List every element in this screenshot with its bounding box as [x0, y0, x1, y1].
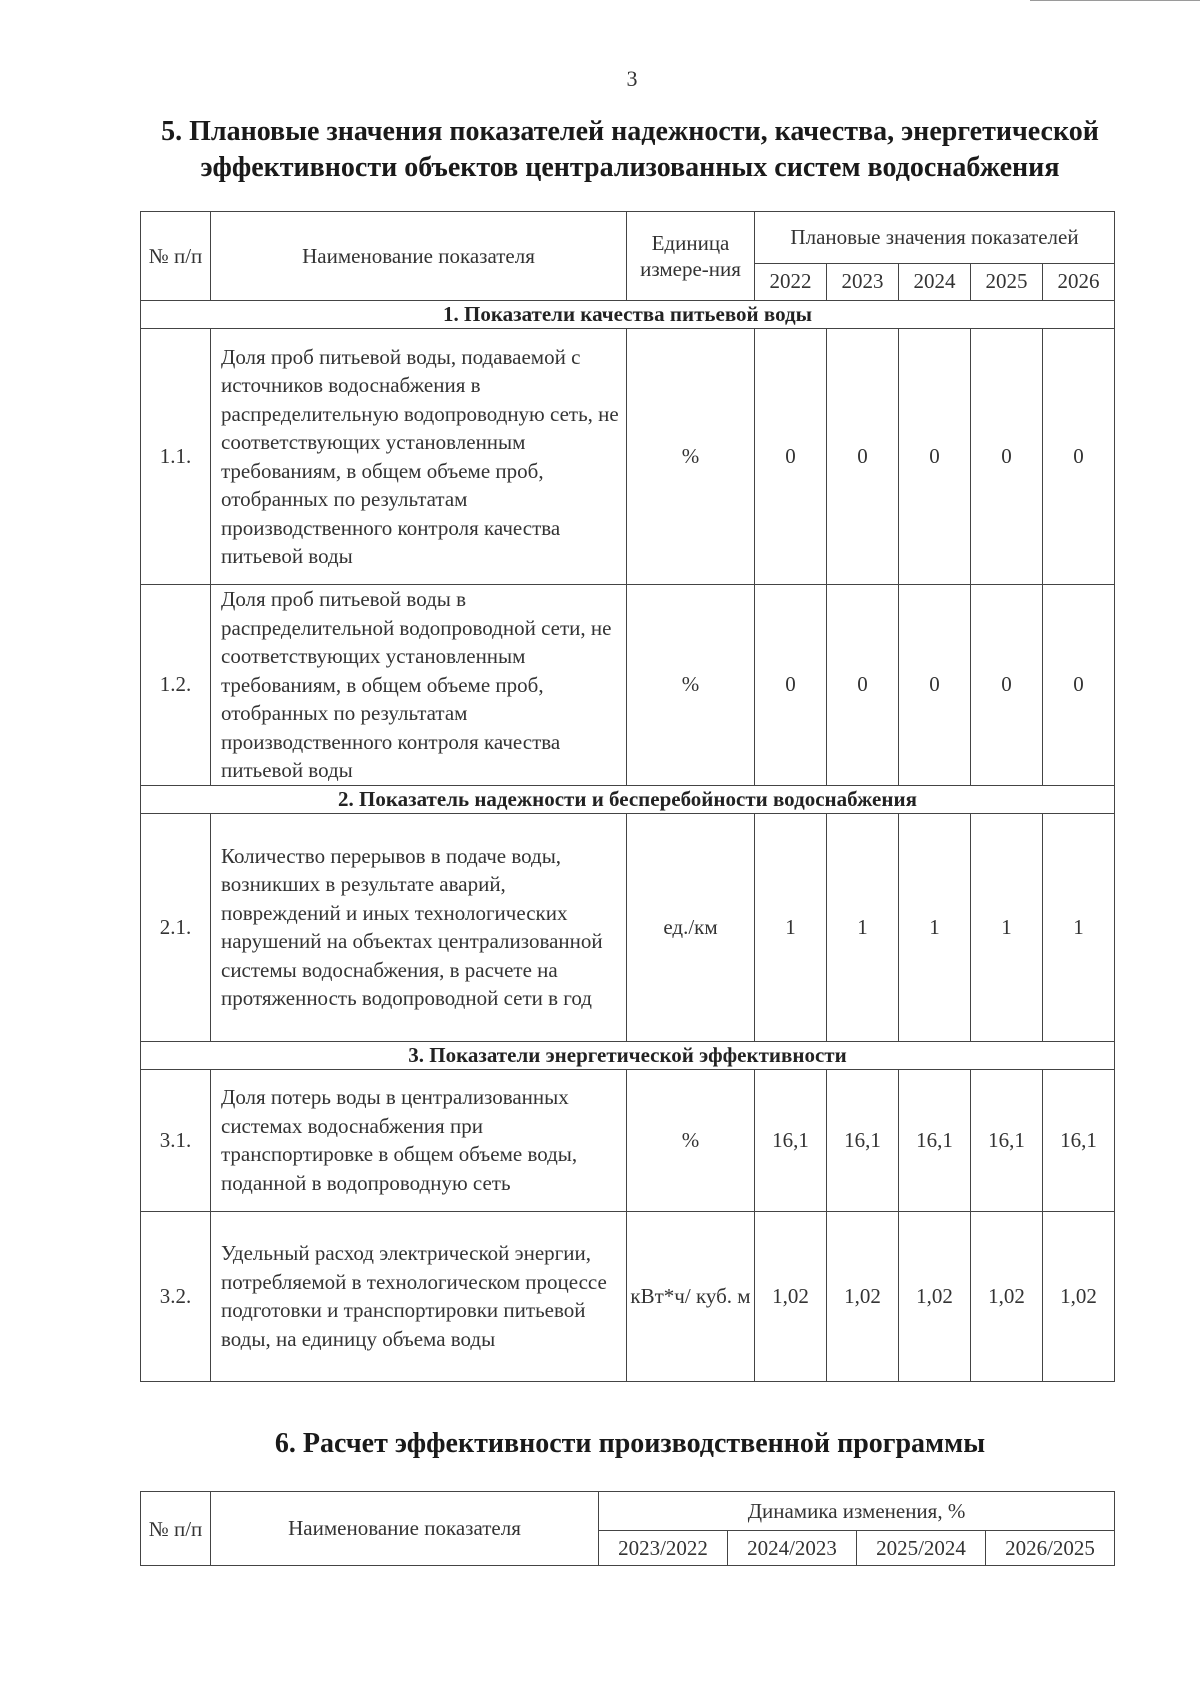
row-value: 1 — [899, 813, 971, 1041]
group-row — [141, 1041, 1115, 1069]
row-value: 1,02 — [755, 1211, 827, 1381]
section6-title: 6. Расчет эффективности производственной программы — [274, 1428, 986, 1459]
table-row — [141, 329, 1115, 585]
row-name: Доля потерь воды в централизованных системах водоснабжения при транспортировке в общем объеме воды, поданной в водопроводную сеть — [211, 1069, 627, 1211]
header-period: 2024/2023 — [728, 1531, 857, 1566]
row-value: 1 — [827, 813, 899, 1041]
row-name: Доля проб питьевой воды, подаваемой с источников водоснабжения в распределительную водопроводную сеть, не соответствующих установленным требованиям, в общем объеме проб, отобранных по результатам производственного контроля качества питьевой воды — [211, 329, 627, 585]
row-value: 1,02 — [1043, 1211, 1115, 1381]
section5-title — [140, 114, 1120, 186]
row-value: 1 — [755, 813, 827, 1041]
row-unit: % — [627, 585, 755, 786]
row-value: 0 — [971, 585, 1043, 786]
header-name: Наименование показателя — [211, 1492, 599, 1566]
header-unit: Единица измере-ния — [627, 212, 755, 301]
row-value: 1 — [971, 813, 1043, 1041]
row-value: 16,1 — [971, 1069, 1043, 1211]
header-year: 2026 — [1043, 263, 1115, 300]
table-row — [141, 1211, 1115, 1381]
header-period: 2026/2025 — [986, 1531, 1115, 1566]
row-name: Количество перерывов в подаче воды, возникших в результате аварий, повреждений и иных технологических нарушений на объектах централизованной системы водоснабжения, в расчете на протяженность водопроводной сети в год — [211, 813, 627, 1041]
row-value: 1,02 — [827, 1211, 899, 1381]
table-row — [141, 1069, 1115, 1211]
row-value: 16,1 — [899, 1069, 971, 1211]
row-num: 2.1. — [141, 813, 211, 1041]
header-name: Наименование показателя — [211, 212, 627, 301]
row-unit: ед./км — [627, 813, 755, 1041]
row-value: 0 — [827, 329, 899, 585]
row-value: 16,1 — [827, 1069, 899, 1211]
row-value: 0 — [899, 585, 971, 786]
row-value: 1,02 — [899, 1211, 971, 1381]
page-number: 3 — [626, 66, 638, 91]
table5-header-row-1 — [141, 212, 1115, 264]
row-value: 1 — [1043, 813, 1115, 1041]
row-num: 1.1. — [141, 329, 211, 585]
row-num: 3.2. — [141, 1211, 211, 1381]
header-num: № п/п — [141, 1492, 211, 1566]
section5-title-line2: эффективности объектов централизованных систем водоснабжения — [200, 152, 1060, 183]
group-title: 1. Показатели качества питьевой воды — [141, 301, 1115, 329]
table-row — [141, 813, 1115, 1041]
group-title: 3. Показатели энергетической эффективности — [141, 1041, 1115, 1069]
row-value: 0 — [1043, 329, 1115, 585]
row-name: Удельный расход электрической энергии, потребляемой в технологическом процессе подготовки и транспортировки питьевой воды, на единицу объема воды — [211, 1211, 627, 1381]
row-value: 0 — [971, 329, 1043, 585]
header-planned: Плановые значения показателей — [755, 212, 1115, 264]
group-row — [141, 301, 1115, 329]
header-year: 2025 — [971, 263, 1043, 300]
row-value: 0 — [1043, 585, 1115, 786]
row-value: 16,1 — [1043, 1069, 1115, 1211]
row-value: 0 — [827, 585, 899, 786]
row-value: 0 — [755, 329, 827, 585]
table-row — [141, 585, 1115, 786]
planned-values-table — [140, 211, 1115, 1382]
header-dynamics: Динамика изменения, % — [599, 1492, 1115, 1531]
group-row — [141, 785, 1115, 813]
row-unit: % — [627, 329, 755, 585]
header-year: 2024 — [899, 263, 971, 300]
header-period: 2025/2024 — [857, 1531, 986, 1566]
row-value: 0 — [755, 585, 827, 786]
efficiency-table — [140, 1491, 1115, 1566]
header-year: 2022 — [755, 263, 827, 300]
row-unit: % — [627, 1069, 755, 1211]
header-period: 2023/2022 — [599, 1531, 728, 1566]
row-num: 1.2. — [141, 585, 211, 786]
row-value: 1,02 — [971, 1211, 1043, 1381]
section5-title-line1: 5. Плановые значения показателей надежности, качества, энергетической — [161, 116, 1099, 147]
row-value: 0 — [899, 329, 971, 585]
row-unit: кВт*ч/ куб. м — [627, 1211, 755, 1381]
table6-header-row-1 — [141, 1492, 1115, 1531]
row-name: Доля проб питьевой воды в распределительной водопроводной сети, не соответствующих установленным требованиям, в общем объеме проб, отобранных по результатам производственного контроля качества питьевой воды — [211, 585, 627, 786]
group-title: 2. Показатель надежности и бесперебойности водоснабжения — [141, 785, 1115, 813]
header-num: № п/п — [141, 212, 211, 301]
row-num: 3.1. — [141, 1069, 211, 1211]
row-value: 16,1 — [755, 1069, 827, 1211]
header-year: 2023 — [827, 263, 899, 300]
top-edge-rule — [1030, 0, 1200, 1]
